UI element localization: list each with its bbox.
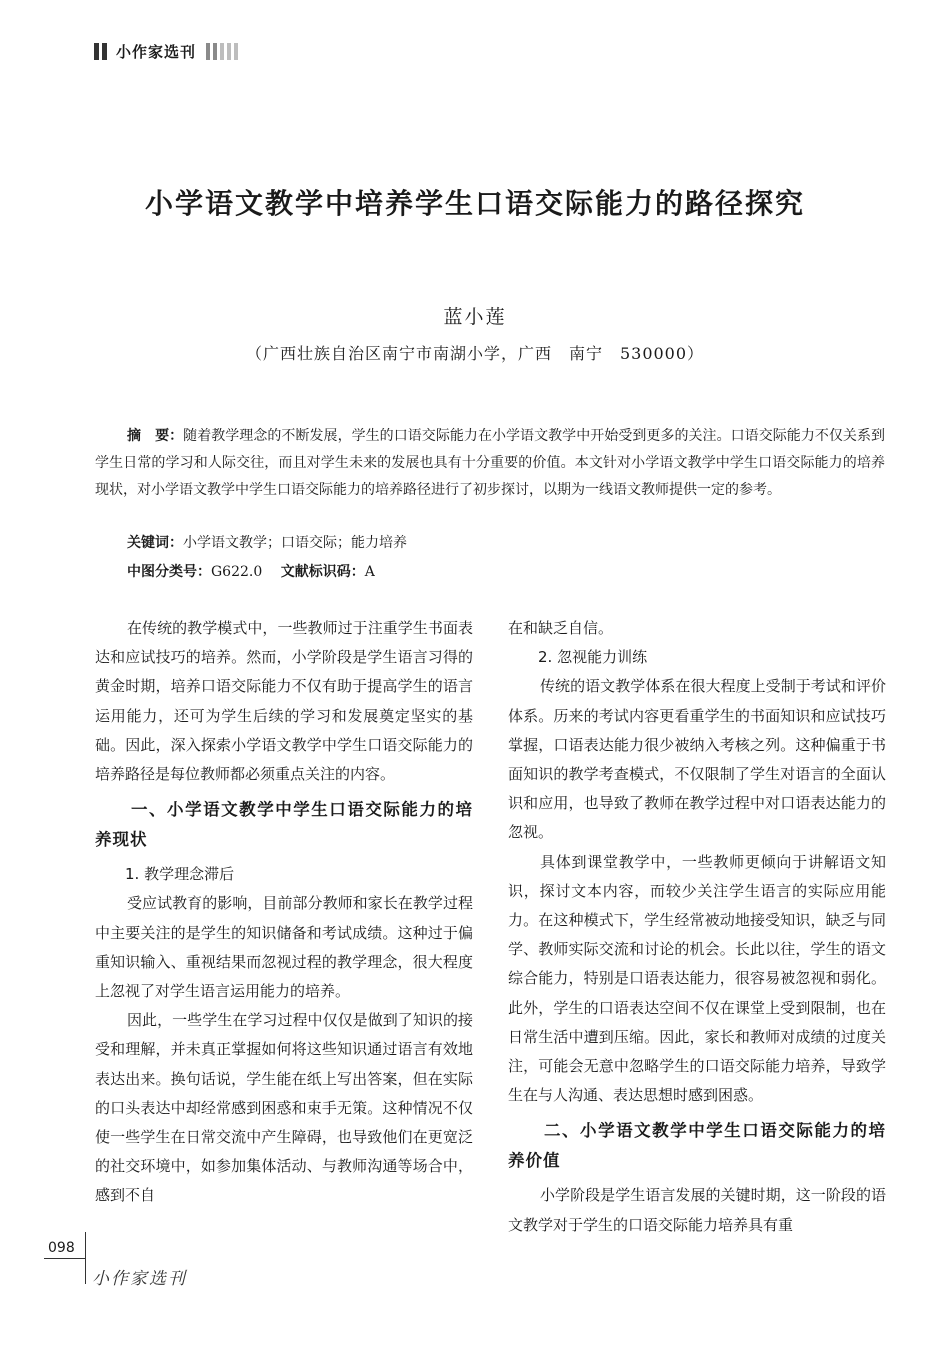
paper-title: 小学语文教学中培养学生口语交际能力的路径探究	[144, 187, 805, 220]
doc-code-value: A	[364, 564, 375, 580]
body-paragraph: 受应试教育的影响，目前部分教师和家长在教学过程中主要关注的是学生的知识储备和考试成绩。这种过于偏重知识输入、重视结果而忽视过程的教学理念，很大程度上忽视了对学生语言运用能力的培养。	[95, 894, 473, 1001]
body-paragraph-continued: 在和缺乏自信。	[508, 619, 614, 637]
page-number: 098	[48, 1240, 75, 1256]
abstract-label: 摘 要：	[127, 428, 184, 444]
header-bar-mark	[220, 43, 224, 60]
keywords	[127, 533, 407, 553]
section-1-heading: 一、小学语文教学中学生口语交际能力的培养现状	[95, 800, 473, 850]
body-paragraph: 具体到课堂教学中，一些教师更倾向于讲解语文知识，探讨文本内容，而较少关注学生语言的实际应用能力。在这种模式下，学生经常被动地接受知识，缺乏与同学、教师实际交流和讨论的机会。长此以往，学生的语文综合能力，特别是口语表达能力，很容易被忽视和弱化。此外，学生的口语表达空间不仅在课堂上受到限制，也在日常生活中遭到压缩。因此，家长和教师对成绩的过度关注，可能会无意中忽略学生的口语交际能力培养，导致学生在与人沟通、表达思想时感到困惑。	[508, 852, 886, 1105]
footer-divider	[85, 1232, 86, 1284]
intro-paragraph: 在传统的教学模式中，一些教师过于注重学生书面表达和应试技巧的培养。然而，小学阶段是学生语言习得的黄金时期，培养口语交际能力不仅有助于提高学生的语言运用能力，还可为学生后续的学习和发展奠定坚实的基础。因此，深入探索小学语文教学中学生口语交际能力的培养路径是每位教师都必须重点关注的内容。	[95, 619, 473, 784]
abstract-paragraph	[95, 423, 885, 504]
section-2-heading: 二、小学语文教学中学生口语交际能力的培养价值	[508, 1121, 886, 1171]
header-bar-mark	[234, 43, 238, 60]
body-column-left	[95, 614, 473, 1211]
header-bar-mark	[102, 43, 107, 60]
footer-journal-logo: 小作家选刊	[92, 1269, 187, 1289]
subsection-2-heading: 2. 忽视能力训练	[538, 648, 648, 667]
clc-label: 中图分类号：	[127, 564, 211, 580]
body-column-right	[508, 614, 886, 1240]
body-paragraph: 传统的语文教学体系在很大程度上受制于考试和评价体系。历来的考试内容更看重学生的书面知识和应试技巧掌握，口语表达能力很少被纳入考核之列。这种偏重于书面知识的教学考查模式，不仅限制了学生对语言的全面认识和应用，也导致了教师在教学过程中对口语表达能力的忽视。	[508, 677, 886, 842]
author-affiliation: （广西壮族自治区南宁市南湖小学，广西 南宁 530000）	[245, 344, 705, 363]
header-bar-mark	[227, 43, 231, 60]
footer-rule	[44, 1258, 86, 1259]
abstract	[95, 423, 885, 504]
classification	[127, 562, 375, 582]
doc-code-label: 文献标识码：	[280, 564, 365, 580]
header-bar-mark	[206, 43, 210, 60]
keywords-text: 小学语文教学；口语交际；能力培养	[183, 535, 407, 551]
running-header	[94, 40, 241, 62]
header-bar-mark	[213, 43, 217, 60]
subsection-1-heading: 1. 教学理念滞后	[125, 865, 235, 884]
author-name: 蓝小莲	[443, 306, 507, 328]
header-bar-mark	[94, 43, 99, 60]
body-paragraph: 因此，一些学生在学习过程中仅仅是做到了知识的接受和理解，并未真正掌握如何将这些知识通过语言有效地表达出来。换句话说，学生能在纸上写出答案，但在实际的口头表达中却经常感到困惑和束手无策。这种情况不仅使一些学生在日常交流中产生障碍，也导致他们在更宽泛的社交环境中，如参加集体活动、与教师沟通等场合中，感到不自	[95, 1011, 473, 1205]
body-paragraph: 小学阶段是学生语言发展的关键时期，这一阶段的语文教学对于学生的口语交际能力培养具有重	[508, 1186, 886, 1234]
keywords-label: 关键词：	[127, 535, 183, 551]
journal-name: 小作家选刊	[116, 42, 197, 61]
abstract-text: 随着教学理念的不断发展，学生的口语交际能力在小学语文教学中开始受到更多的关注。口语交际能力不仅关系到学生日常的学习和人际交往，而且对学生未来的发展也具有十分重要的价值。本文针对小学语文教学中学生口语交际能力的培养现状，对小学语文教学中学生口语交际能力的培养路径进行了初步探讨，以期为一线语文教师提供一定的参考。	[95, 428, 886, 498]
clc-value: G622.0	[211, 564, 263, 580]
